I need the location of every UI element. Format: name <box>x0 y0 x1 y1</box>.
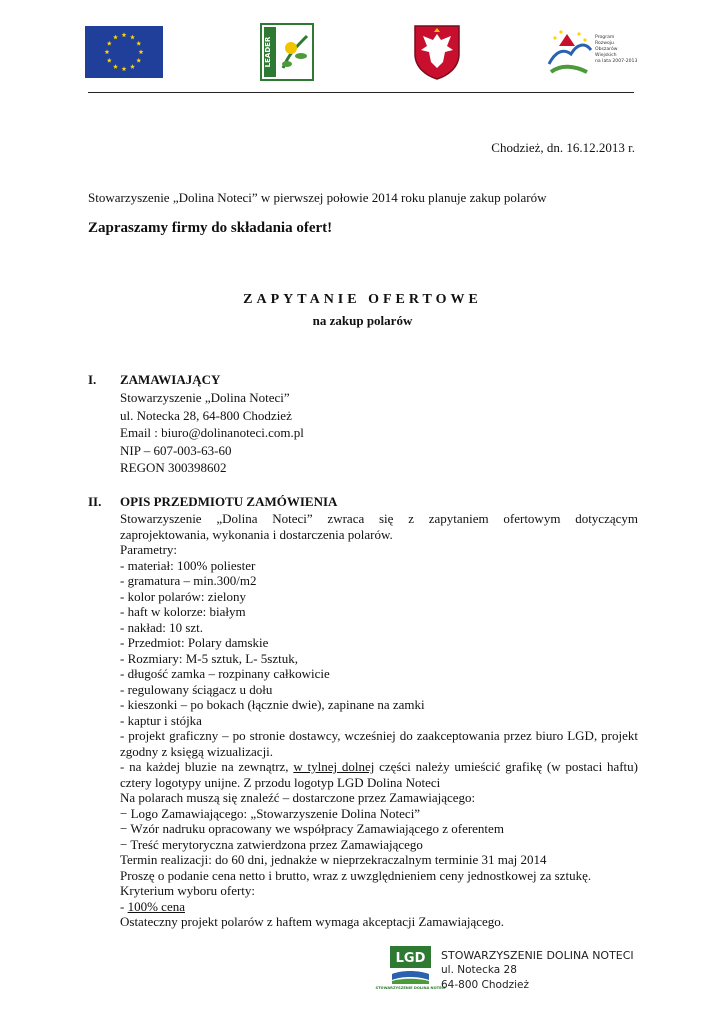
param-line: - Przedmiot: Polary damskie <box>120 635 269 650</box>
wielkopolska-eagle-shield-icon <box>413 24 461 80</box>
price-request-line: Proszę o podanie cena netto i brutto, wraz z uwzględnieniem ceny jednostkowej za sztukę. <box>120 867 592 883</box>
footer-address <box>441 948 634 993</box>
final-acceptance-line: Ostateczny projekt polarów z haftem wymaga akceptacji Zamawiającego. <box>120 914 505 929</box>
include-item: − Treść merytoryczna zatwierdzona przez Zamawiającego <box>120 836 423 852</box>
params-label: Parametry: <box>120 542 178 557</box>
param-line: - kaptur i stójka <box>120 712 202 728</box>
svg-text:STOWARZYSZENIE DOLINA NOTECI: STOWARZYSZENIE DOLINA NOTECI <box>375 986 446 990</box>
org-name: Stowarzyszenie „Dolina Noteci” <box>120 390 290 405</box>
placement-underlined: w tylnej dolnej <box>293 759 375 774</box>
param-line: - regulowany ściągacz u dołu <box>120 681 273 697</box>
order-intro: Stowarzyszenie „Dolina Noteci” zwraca się z zapytaniem ofertowym dotyczącym zaprojektowania, wykonania i dostarczenia polarów. <box>120 511 638 542</box>
param-line: - kolor polarów: zielony <box>120 588 246 604</box>
criterion-dash: - <box>120 898 128 914</box>
intro-text: Stowarzyszenie „Dolina Noteci” w pierwszej połowie 2014 roku planuje zakup polarów <box>88 190 547 205</box>
placement-text: - na każdej bluzie na zewnątrz, <box>120 759 294 774</box>
section-heading: OPIS PRZEDMIOTU ZAMÓWIENIA <box>120 494 338 509</box>
must-include-label: Na polarach muszą się znaleźć – dostarczone przez Zamawiającego: <box>120 790 476 805</box>
criterion-line <box>120 899 638 915</box>
param-line: - Rozmiary: M-5 sztuk, L- 5sztuk, <box>120 650 298 666</box>
footer-city: 64-800 Chodzież <box>441 979 530 991</box>
footer <box>375 944 688 1000</box>
document-subtitle: na zakup polarów <box>312 313 413 328</box>
org-email: Email : biuro@dolinanoteci.com.pl <box>120 425 304 441</box>
eu-flag-icon <box>85 26 163 78</box>
header-logos <box>0 22 725 82</box>
org-regon: REGON 300398602 <box>120 460 227 476</box>
placement-text: części należy umieścić grafikę (w postaci haftu) cztery logotypy unijne. Z przodu logotyp LGD Dolina Noteci <box>120 759 638 790</box>
prow-logo-icon <box>545 24 638 80</box>
param-line: - gramatura – min.300/m2 <box>120 573 257 588</box>
param-line: - haft w kolorze: białym <box>120 604 246 619</box>
include-item: − Wzór nadruku opracowany we współpracy Zamawiającego z oferentem <box>120 821 504 836</box>
section-number: II. <box>88 494 102 509</box>
lgd-logo-icon <box>375 944 446 996</box>
embroidery-placement-note <box>120 759 638 790</box>
section-heading: ZAMAWIAJĄCY <box>120 372 221 387</box>
order-description-body <box>120 511 638 930</box>
svg-text:LGD: LGD <box>395 951 426 966</box>
criterion-label: Kryterium wyboru oferty: <box>120 883 256 898</box>
param-line: - materiał: 100% poliester <box>120 557 256 573</box>
svg-text:LEADER: LEADER <box>264 36 272 68</box>
invitation-heading: Zapraszamy firmy do składania ofert! <box>88 220 333 236</box>
prow-logo-text: Program Rozwoju Obszarów Wiejskich na lata 2007-2013 <box>595 35 638 64</box>
leader-logo-icon <box>261 24 313 80</box>
graphic-project-note: - projekt graficzny – po stronie dostawcy, wcześniej do zaakceptowania przez biuro LGD, projekt zgodny z księgą wizualizacji. <box>120 728 638 759</box>
param-line: - kieszonki – po bokach (łącznie dwie), zapinane na zamki <box>120 697 425 712</box>
section-number: I. <box>88 372 97 387</box>
footer-street: ul. Notecka 28 <box>441 964 517 976</box>
footer-org-name: STOWARZYSZENIE DOLINA NOTECI <box>441 949 634 962</box>
deadline-line: Termin realizacji: do 60 dni, jednakże w nieprzekraczalnym terminie 31 maj 2014 <box>120 852 547 867</box>
document-title: ZAPYTANIE OFERTOWE <box>243 292 482 307</box>
header-divider <box>88 92 634 93</box>
param-line: - długość zamka – rozpinany całkowicie <box>120 666 330 681</box>
org-address: ul. Notecka 28, 64-800 Chodzież <box>120 407 292 423</box>
ordering-party-details <box>120 389 638 477</box>
param-line: - nakład: 10 szt. <box>120 619 204 635</box>
org-nip: NIP – 607-003-63-60 <box>120 442 232 458</box>
date-line: Chodzież, dn. 16.12.2013 r. <box>491 140 635 155</box>
criterion-value: 100% cena <box>127 898 185 914</box>
include-item: − Logo Zamawiającego: „Stowarzyszenie Dolina Noteci” <box>120 805 421 821</box>
